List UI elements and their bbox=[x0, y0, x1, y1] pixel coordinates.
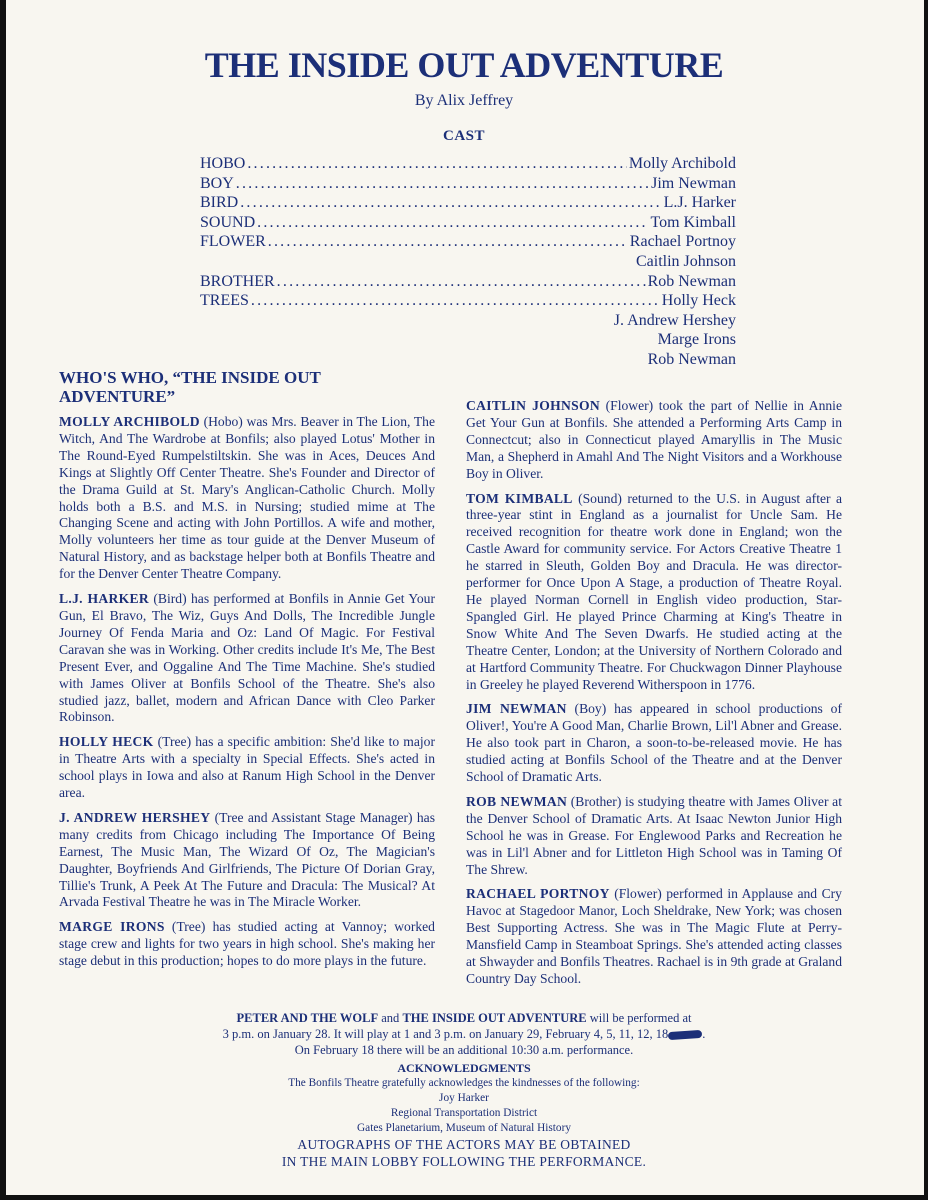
bio-text: (Sound) returned to the U.S. in August after a three-year stint in England as a journalist for Uncle Sam. He received recognition for theatre work done in England; won the Castle Award for community service. For Actors Creative Theatre 1 he starred in Sleuth, Golden Boy and Dracula. He was director-performer for Once Upon A Stage, a production of Theatre Royal. He played Norman Cornell in English video production, Star-Spangled Girl. He played Prince Charming at King's Theatre in Snow White And The Seven Dwarfs. He studied acting at the Theatre Center, London; at the University of Northern Colorado and at Hartford Community Theatre. For Chuckwagon Dinner Playhouse in Greeley he played Reverend Witherspoon in 1776. bbox=[466, 490, 842, 692]
cast-additional-actor: J. Andrew Hershey bbox=[613, 311, 736, 329]
bio-paragraph bbox=[59, 591, 435, 726]
bio-paragraph bbox=[466, 398, 842, 483]
cast-role: BIRD bbox=[200, 194, 239, 212]
cast-role: HOBO bbox=[200, 155, 246, 172]
cast-heading: CAST bbox=[442, 128, 485, 144]
bio-text: (Bird) has performed at Bonfils in Annie Get Your Gun, El Bravo, The Wiz, Guys And Dolls, The Incredible Jungle Journey Of Fenda Maria and Oz: Land Of Magic. For Festival Caravan she was in Working. Other credits include It's Me, The Best Present Ever, and Oggaline And The Time Machine. She's studied with James Oliver at Bonfils School of the Theatre. She's also studied jazz, ballet, modern and African Dance with Cleo Parker Robinson. bbox=[59, 591, 435, 725]
cast-row bbox=[200, 213, 736, 233]
leader-dots bbox=[247, 154, 627, 174]
bio-name: L.J. HARKER bbox=[59, 591, 150, 607]
cast-row bbox=[200, 232, 736, 252]
show-title: THE INSIDE OUT ADVENTURE bbox=[402, 1011, 587, 1025]
cast-additional-actor: Caitlin Johnson bbox=[635, 252, 736, 270]
page-edge-bottom bbox=[0, 1195, 928, 1200]
cast-actor: Molly Archibold bbox=[628, 155, 736, 172]
bio-name: TOM KIMBALL bbox=[466, 490, 573, 506]
bio-paragraph bbox=[466, 701, 842, 786]
performance-text: will be performed at bbox=[586, 1011, 692, 1025]
cast-role: BOY bbox=[200, 174, 234, 192]
cast-role: FLOWER bbox=[200, 233, 266, 251]
bio-name: J. ANDREW HERSHEY bbox=[59, 809, 211, 825]
leader-dots bbox=[251, 291, 660, 311]
bio-column-left bbox=[59, 414, 435, 978]
bio-name: CAITLIN JOHNSON bbox=[466, 398, 600, 413]
cast-actor: Tom Kimball bbox=[650, 213, 736, 231]
cast-actor: Holly Heck bbox=[661, 292, 736, 310]
cast-additional-actor: Rob Newman bbox=[647, 350, 736, 368]
performance-line: On February 18 there will be an additional 10:30 a.m. performance. bbox=[294, 1043, 634, 1057]
bio-text: (Tree) has studied acting at Vannoy; worked stage crew and lights for two years in high school. She's making her stage debut in this production; hopes to do more plays in the future. bbox=[59, 919, 435, 969]
bio-text: (Boy) has appeared in school productions of Oliver!, You're A Good Man, Charlie Brown, Lil'l Abner and Grease. He also took part in Charon, a soon-to-be-released movie. He has studied acting at Bonfils School of the Theatre and at the Denver School of Dramatic Arts. bbox=[466, 701, 843, 785]
performance-line bbox=[0, 1010, 928, 1026]
bio-text: (Hobo) was Mrs. Beaver in The Lion, The Witch, And The Wardrobe at Bonfils; also played Lotus' Mother in The Round-Eyed Rumpelstiltskin. She was in Aces, Deuces And Kings at Slightly Off Center Theatre. She's Founder and Director of the Drama Guild at St. Mary's Anglican-Catholic Church. Molly holds both a B.S. and M.S. in Nursing; studied mime at The Changing Scene and acting with John Portillos. A wife and mother, Molly volunteers her time as tour guide at the Denver Museum of Natural History, and as backstage helper both at Bonfils Theatre and for the Denver Center Theatre Company. bbox=[59, 414, 436, 582]
byline: By Alix Jeffrey bbox=[414, 92, 514, 109]
whos-who-heading: WHO'S WHO, “THE INSIDE OUT ADVENTURE” bbox=[59, 368, 321, 406]
cast-row bbox=[200, 154, 736, 174]
bio-name: HOLLY HECK bbox=[59, 734, 154, 750]
bio-paragraph bbox=[59, 919, 435, 970]
bio-name: RACHAEL PORTNOY bbox=[466, 886, 610, 902]
bio-paragraph bbox=[59, 810, 435, 911]
cast-role: BROTHER bbox=[200, 272, 275, 290]
leader-dots bbox=[257, 213, 648, 233]
performance-line bbox=[0, 1026, 928, 1042]
bio-name: JIM NEWMAN bbox=[466, 701, 567, 717]
cast-row bbox=[200, 291, 736, 311]
bio-paragraph bbox=[59, 734, 435, 802]
cast-list bbox=[200, 154, 736, 370]
bio-paragraph bbox=[59, 414, 435, 583]
acknowledgment-name: Gates Planetarium, Museum of Natural History bbox=[357, 1122, 571, 1134]
cast-row bbox=[200, 272, 736, 292]
footer-notice bbox=[0, 1010, 928, 1170]
bio-name: ROB NEWMAN bbox=[466, 793, 568, 809]
bio-paragraph bbox=[466, 886, 842, 987]
cast-actor: L.J. Harker bbox=[663, 194, 736, 212]
cast-additional-actor: Marge Irons bbox=[657, 331, 736, 349]
cast-actor: Jim Newman bbox=[651, 174, 736, 192]
cast-role: TREES bbox=[200, 292, 249, 310]
autograph-notice: AUTOGRAPHS OF THE ACTORS MAY BE OBTAINED bbox=[297, 1137, 631, 1152]
leader-dots bbox=[240, 193, 661, 213]
bio-text: (Flower) took the part of Nellie in Annie Get Your Gun at Bonfils. She attended a Performing Arts Camp in Connectcut; also in Connecticut played Amaryllis in The Music Man, a Shepherd in Amahl And The Night Visitors and a Workhouse Boy in Oliver. bbox=[466, 398, 842, 481]
bio-name: MOLLY ARCHIBOLD bbox=[59, 414, 200, 429]
bio-paragraph bbox=[466, 491, 842, 694]
acknowledgments-heading: ACKNOWLEDGMENTS bbox=[397, 1061, 531, 1075]
leader-dots bbox=[268, 232, 628, 252]
leader-dots bbox=[236, 174, 649, 194]
bio-text: (Brother) is studying theatre with James Oliver at the Denver School of Dramatic Arts. At Isaac Newton Junior High School he was in Grease. For Englewood Parks and Recreation he was in Lil'l Abner and for Littleton High School was in Taming Of The Shrew. bbox=[466, 793, 842, 877]
autograph-notice: IN THE MAIN LOBBY FOLLOWING THE PERFORMANCE. bbox=[281, 1154, 647, 1169]
show-title: PETER AND THE WOLF bbox=[236, 1011, 379, 1025]
bio-text: (Flower) performed in Applause and Cry Havoc at Stagedoor Manor, Loch Sheldrake, New York; was chosen Best Supporting Actress. She was in The Magic Flute at Perry-Mansfield Camp in Steamboat Springs. She's attended acting classes at Shwayder and Bonfils Theatres. Rachael is in 9th grade at Graland Country Day School. bbox=[466, 886, 842, 986]
acknowledgment-name: Joy Harker bbox=[439, 1092, 489, 1104]
bio-text: (Tree) has a specific ambition: She'd like to major in Theatre Arts with a specialty in Special Effects. She's acted in school plays in Iowa and also at Ranum High School in the Denver area. bbox=[59, 734, 435, 801]
performance-dates: 3 p.m. on January 28. It will play at 1 and 3 p.m. on January 29, February 4, 5, 11, 12, 18 bbox=[222, 1027, 669, 1041]
cast-actor: Rob Newman bbox=[647, 272, 736, 290]
bio-name: MARGE IRONS bbox=[59, 919, 165, 935]
cast-row bbox=[200, 193, 736, 213]
cast-actor: Rachael Portnoy bbox=[629, 233, 736, 251]
bio-text: (Tree and Assistant Stage Manager) has many credits from Chicago including The Importance Of Being Earnest, The Music Man, The Wizard Of Oz, The Magician's Daughter, Boyfriends And Girlfriends, The Picture Of Dorian Gray, Tillie's Trunk, A Peek At The Future and Dracula: The Musical? At Arvada Festival Theatre he was in The Miracle Worker. bbox=[59, 809, 436, 910]
page-title: THE INSIDE OUT ADVENTURE bbox=[204, 45, 724, 85]
conjunction: and bbox=[378, 1011, 403, 1025]
cast-row bbox=[200, 174, 736, 194]
period: . bbox=[702, 1027, 706, 1041]
performance-schedule bbox=[0, 1010, 928, 1058]
bio-paragraph bbox=[466, 794, 842, 879]
bio-column-right bbox=[466, 398, 842, 996]
ink-scribble-mark bbox=[668, 1030, 702, 1040]
cast-role: SOUND bbox=[200, 213, 256, 231]
leader-dots bbox=[277, 272, 646, 292]
acknowledgments-intro: The Bonfils Theatre gratefully acknowledges the kindnesses of the following: bbox=[288, 1077, 640, 1089]
acknowledgment-name: Regional Transportation District bbox=[390, 1107, 538, 1119]
